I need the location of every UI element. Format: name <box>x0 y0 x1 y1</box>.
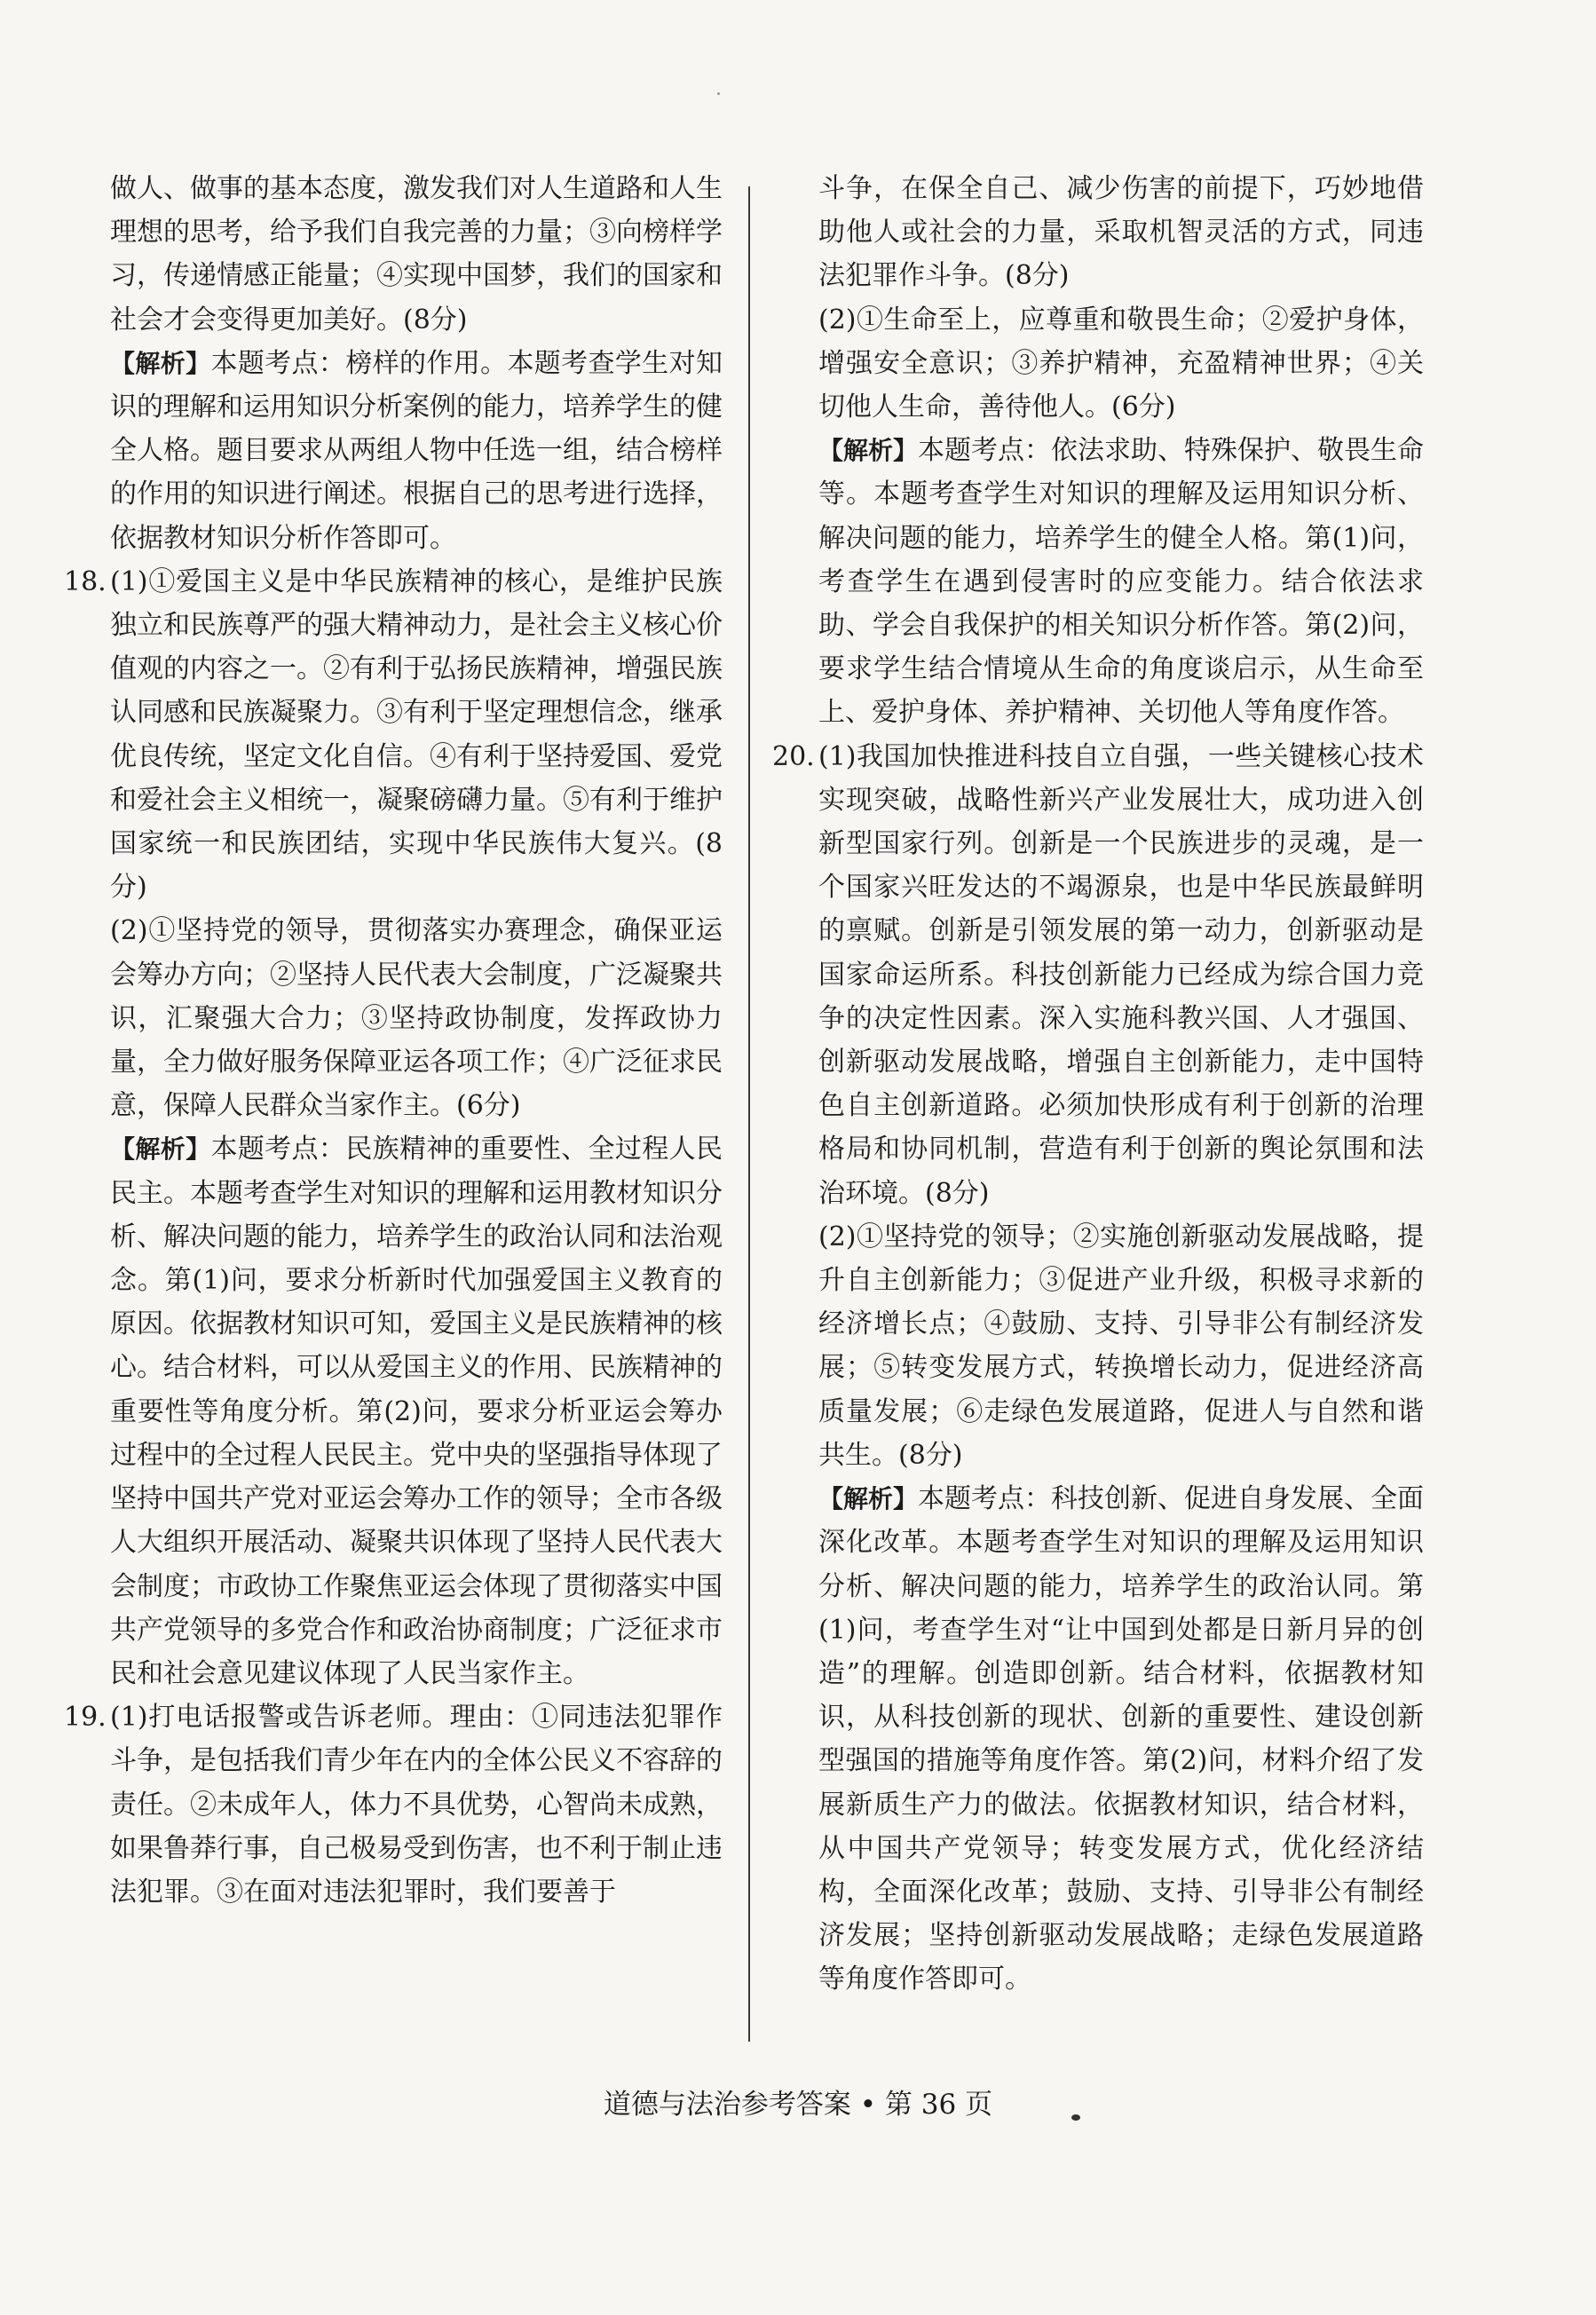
q20-part1-answer: (1)我国加快推进科技自立自强，一些关键核心技术实现突破，战略性新兴产业发展壮大，成功进入创新型国家行列。创新是一个民族进步的灵魂，是一个国家兴旺发达的不竭源泉，也是中华民族最鲜明的禀赋。创新是引领发展的第一动力，创新驱动是国家命运所系。科技创新能力已经成为综合国力竞争的决定性因素。深入实施科教兴国、人才强国、创新驱动发展战略，增强自主创新能力，走中国特色自主创新道路。必须加快形成有利于创新的治理格局和协同机制，营造有利于创新的舆论氛围和法治环境。(8分) <box>818 740 1424 1209</box>
q19-part1-answer-start: (1)打电话报警或告诉老师。理由：①同违法犯罪作斗争，是包括我们青少年在内的全体公民义不容辞的责任。②未成年人，体力不具优势，心智尚未成熟，如果鲁莽行事，自己极易受到伤害，也不利于制止违法犯罪。③在面对违法犯罪时，我们要善于 <box>110 1702 723 1908</box>
q20-part2-answer: (2)①坚持党的领导；②实施创新驱动发展战略，提升自主创新能力；③促进产业升级，积极寻求新的经济增长点；④鼓励、支持、引导非公有制经济发展；⑤转变发展方式，转换增长动力，促进经济高质量发展；⑥走绿色发展道路，促进人与自然和谐共生。(8分) <box>818 1221 1424 1471</box>
column-divider <box>748 186 750 2042</box>
left-column <box>64 167 723 1914</box>
q18-part2-answer: (2)①坚持党的领导，贯彻落实办赛理念，确保亚运会筹办方向；②坚持人民代表大会制度，广泛凝聚共识，汇聚强大合力；③坚持政协制度，发挥政协力量，全力做好服务保障亚运各项工作；④广泛征求民意，保障人民群众当家作主。(6分) <box>110 915 723 1122</box>
ink-speck <box>1071 2114 1080 2121</box>
page-footer: 道德与法治参考答案 • 第 36 页 <box>603 2089 993 2121</box>
analysis-tag: 【解析】 <box>818 436 919 466</box>
analysis-tag: 【解析】 <box>110 1134 211 1165</box>
q19-part2-answer: (2)①生命至上，应尊重和敬畏生命；②爱护身体，增强安全意识；③养护精神，充盈精神世界；④关切他人生命，善待他人。(6分) <box>818 304 1424 423</box>
analysis-tag: 【解析】 <box>818 1484 919 1514</box>
q19-analysis-text: 本题考点：依法求助、特殊保护、敬畏生命等。本题考查学生对知识的理解及运用知识分析、解决问题的能力，培养学生的健全人格。第(1)问，考查学生在遇到侵害时的应变能力。结合依法求助、学会自我保护的相关知识分析作答。第(2)问，要求学生结合情境从生命的角度谈启示，从生命至上、爱护身体、养护精神、关切他人等角度作答。 <box>818 435 1425 729</box>
q18-analysis <box>110 1127 723 1695</box>
question-20-number: 20. <box>772 740 815 772</box>
question-19 <box>64 1695 723 1914</box>
q19-analysis <box>818 429 1424 734</box>
question-18-number: 18. <box>64 565 107 597</box>
q17-answer-continuation: 做人、做事的基本态度，激发我们对人生道路和人生理想的思考，给予我们自我完善的力量；③向榜样学习，传递情感正能量；④实现中国梦，我们的国家和社会才会变得更加美好。(8分) <box>110 173 723 336</box>
analysis-tag: 【解析】 <box>110 348 211 378</box>
question-19-continued <box>772 167 1424 735</box>
question-20 <box>772 735 1424 2002</box>
q20-analysis <box>818 1477 1424 2001</box>
q18-part1-answer: (1)①爱国主义是中华民族精神的核心，是维护民族独立和民族尊严的强大精神动力，是社会主义核心价值观的内容之一。②有利于弘扬民族精神，增强民族认同感和民族凝聚力。③有利于坚定理想信念，继承优良传统，坚定文化自信。④有利于坚持爱国、爱党和爱社会主义相统一，凝聚磅礴力量。⑤有利于维护国家统一和民族团结，实现中华民族伟大复兴。(8分) <box>110 565 723 904</box>
q17-analysis-text: 本题考点：榜样的作用。本题考查学生对知识的理解和运用知识分析案例的能力，培养学生的健全人格。题目要求从两组人物中任选一组，结合榜样的作用的知识进行阐述。根据自己的思考进行选择，依据教材知识分析作答即可。 <box>110 347 723 554</box>
right-column <box>772 167 1424 2002</box>
question-18 <box>64 560 723 1695</box>
q19-part1-answer-continuation: 斗争，在保全自己、减少伤害的前提下，巧妙地借助他人或社会的力量，采取机智灵活的方式，同违法犯罪作斗争。(8分) <box>818 173 1424 292</box>
question-19-number: 19. <box>64 1702 107 1734</box>
q20-analysis-text: 本题考点：科技创新、促进自身发展、全面深化改革。本题考查学生对知识的理解及运用知识分析、解决问题的能力，培养学生的政治认同。第(1)问，考查学生对“让中国到处都是日新月异的创造”的理解。创造即创新。结合材料，依据教材知识，从科技创新的现状、创新的重要性、建设创新型强国的措施等角度作答。第(2)问，材料介绍了发展新质生产力的做法。依据教材知识，结合材料，从中国共产党领导；转变发展方式，优化经济结构，全面深化改革；鼓励、支持、引导非公有制经济发展；坚持创新驱动发展战略；走绿色发展道路等角度作答即可。 <box>818 1483 1425 1995</box>
q18-analysis-text: 本题考点：民族精神的重要性、全过程人民民主。本题考查学生对知识的理解和运用教材知识分析、解决问题的能力，培养学生的政治认同和法治观念。第(1)问，要求分析新时代加强爱国主义教育的原因。依据教材知识可知，爱国主义是民族精神的核心。结合材料，可以从爱国主义的作用、民族精神的重要性等角度分析。第(2)问，要求分析亚运会筹办过程中的全过程人民民主。党中央的坚强指导体现了坚持中国共产党对亚运会筹办工作的领导；全市各级人大组织开展活动、凝聚共识体现了坚持人民代表大会制度；市政协工作聚焦亚运会体现了贯彻落实中国共产党领导的多党合作和政治协商制度；广泛征求市民和社会意见建议体现了人民当家作主。 <box>110 1134 723 1689</box>
q17-analysis <box>64 342 723 560</box>
ink-speck <box>717 92 720 95</box>
